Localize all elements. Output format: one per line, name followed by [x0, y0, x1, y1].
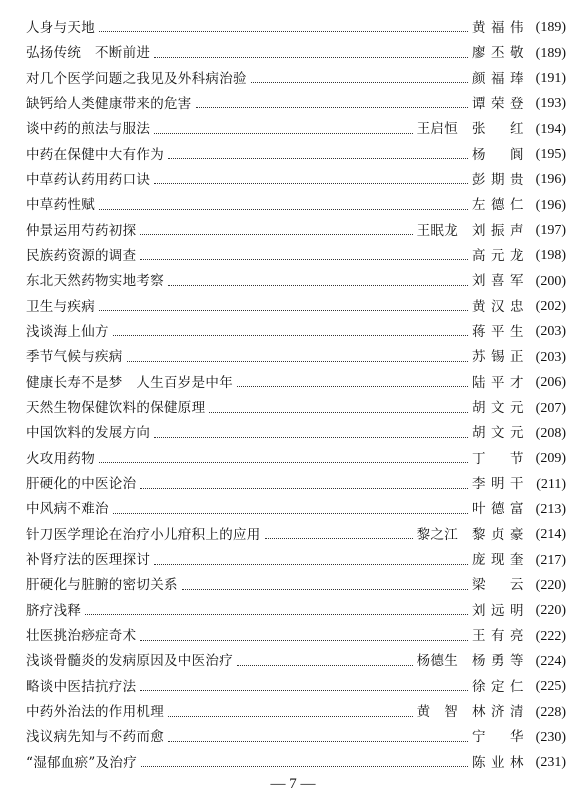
- toc-entry: [26, 542, 566, 567]
- entry-title: 针刀医学理论在治疗小儿疳积上的应用: [26, 526, 261, 543]
- entry-page: (225): [535, 679, 566, 695]
- toc-entry: [26, 390, 566, 415]
- entry-title: 民族药资源的调查: [26, 247, 137, 264]
- toc-entry: [26, 416, 566, 441]
- dot-leader: [99, 310, 468, 311]
- entry-page: (217): [535, 552, 566, 568]
- entry-title: 缺钙给人类健康带来的危害: [26, 95, 192, 112]
- entry-title: 肝硬化的中医论治: [26, 476, 137, 493]
- entry-coauthor: 黎之江: [416, 526, 458, 543]
- entry-title: 脐疗浅释: [26, 602, 82, 619]
- dot-leader: [99, 31, 468, 32]
- entry-author: 杨勇等: [472, 653, 524, 670]
- dot-leader: [168, 285, 468, 286]
- entry-coauthor: 杨德生: [416, 653, 458, 670]
- dot-leader: [99, 462, 468, 463]
- dot-leader: [140, 488, 468, 489]
- dot-leader: [237, 665, 413, 666]
- toc-entry: [26, 517, 566, 542]
- toc-entry: [26, 61, 566, 86]
- toc-entry: [26, 365, 566, 390]
- entry-title: 中草药认药用药口诀: [26, 171, 151, 188]
- entry-page: (230): [535, 729, 566, 745]
- dot-leader: [209, 412, 468, 413]
- entry-page: (193): [535, 96, 566, 112]
- toc-entry: [26, 86, 566, 111]
- entry-page: (203): [535, 349, 566, 365]
- dot-leader: [127, 361, 468, 362]
- entry-page: (211): [536, 476, 566, 492]
- entry-page: (191): [535, 71, 566, 87]
- entry-author: 陆平才: [472, 374, 524, 391]
- entry-title: 谈中药的煎法与服法: [26, 121, 151, 138]
- page-number: — 7 —: [270, 776, 316, 792]
- entry-title: 中药外治法的作用机理: [26, 704, 164, 721]
- toc-entry: [26, 694, 566, 719]
- entry-title: “湿郁血瘀”及治疗: [26, 754, 138, 771]
- entry-page: (207): [535, 400, 566, 416]
- dot-leader: [99, 209, 468, 210]
- entry-author: 胡文元: [472, 425, 524, 442]
- entry-title: 仲景运用芍药初探: [26, 222, 137, 239]
- entry-title: 东北天然药物实地考察: [26, 273, 164, 290]
- entry-author: 胡文元: [472, 400, 524, 416]
- toc-entry: [26, 35, 566, 60]
- entry-author: 左德仁: [472, 197, 524, 214]
- entry-author: 刘喜军: [472, 273, 524, 290]
- entry-coauthor: 王启恒: [416, 121, 458, 138]
- entry-author: 黎贞豪: [472, 526, 524, 543]
- toc-entry: [26, 289, 566, 314]
- entry-page: (197): [535, 223, 566, 239]
- entry-author: 徐定仁: [472, 678, 524, 695]
- dot-leader: [182, 589, 468, 590]
- entry-author: 李明干: [472, 476, 524, 493]
- entry-page: (195): [535, 147, 566, 163]
- toc-entry: [26, 618, 566, 643]
- dot-leader: [154, 133, 412, 134]
- entry-page: (220): [535, 577, 566, 593]
- entry-page: (202): [535, 299, 566, 315]
- entry-title: 肝硬化与脏腑的密切关系: [26, 577, 178, 594]
- toc-entry: [26, 593, 566, 618]
- entry-author: 高元龙: [472, 247, 524, 264]
- dot-leader: [113, 513, 468, 514]
- entry-title: 人身与天地: [26, 19, 95, 36]
- entry-title: 浅议病先知与不药而愈: [26, 729, 164, 746]
- entry-title: 浅谈海上仙方: [26, 323, 109, 340]
- entry-author: 颜福琫: [472, 70, 524, 87]
- dot-leader: [237, 386, 468, 387]
- entry-author: 王有亮: [472, 628, 524, 645]
- entry-page: (198): [535, 248, 566, 264]
- entry-title: 浅谈骨髓炎的发病原因及中医治疗: [26, 653, 233, 670]
- toc-entry: [26, 441, 566, 466]
- toc-entry: [26, 162, 566, 187]
- entry-author: 张 红: [472, 121, 524, 138]
- entry-author: 刘振声: [472, 222, 524, 239]
- entry-page: (196): [535, 172, 566, 188]
- toc-entry: [26, 669, 566, 694]
- entry-title: 季节气候与疾病: [26, 349, 123, 366]
- entry-title: 略谈中医拮抗疗法: [26, 678, 137, 695]
- entry-page: (213): [535, 501, 566, 517]
- toc-entry: [26, 720, 566, 745]
- dot-leader: [141, 766, 468, 767]
- entry-author: 丁 节: [472, 450, 524, 467]
- entry-page: (203): [535, 324, 566, 340]
- dot-leader: [168, 158, 468, 159]
- entry-page: (214): [535, 527, 566, 543]
- toc-entry: [26, 745, 566, 770]
- entry-author: 杨 阆: [472, 146, 524, 163]
- dot-leader: [113, 335, 468, 336]
- entry-coauthor: 黄 智: [416, 704, 458, 721]
- toc-entry: [26, 263, 566, 288]
- entry-page: (196): [535, 197, 566, 213]
- entry-page: (200): [535, 273, 566, 289]
- toc-entry: [26, 466, 566, 491]
- dot-leader: [85, 614, 468, 615]
- toc-entry: [26, 492, 566, 517]
- entry-page: (220): [535, 603, 566, 619]
- toc-entry: [26, 644, 566, 669]
- toc-entry: [26, 238, 566, 263]
- entry-title: 壮医挑治痧症奇术: [26, 628, 137, 645]
- toc-entry: [26, 568, 566, 593]
- entry-author: 谭荣登: [472, 95, 524, 112]
- dot-leader: [196, 107, 468, 108]
- entry-author: 梁 云: [472, 577, 524, 594]
- entry-page: (224): [535, 653, 566, 669]
- entry-title: 健康长寿不是梦 人生百岁是中年: [26, 374, 233, 391]
- toc-entry: [26, 111, 566, 136]
- toc-entry: [26, 137, 566, 162]
- entry-author: 叶德富: [472, 501, 524, 518]
- entry-title: 中草药性赋: [26, 197, 95, 214]
- entry-coauthor: 王眠龙: [416, 222, 458, 239]
- dot-leader: [154, 437, 468, 438]
- toc-entry: [26, 10, 566, 35]
- entry-author: 庞现奎: [472, 552, 524, 569]
- dot-leader: [265, 538, 413, 539]
- entry-author: 彭期贵: [472, 171, 524, 188]
- dot-leader: [140, 690, 468, 691]
- dot-leader: [154, 564, 468, 565]
- table-of-contents: [26, 10, 566, 770]
- toc-entry: [26, 314, 566, 339]
- entry-title: 中药在保健中大有作为: [26, 146, 164, 163]
- entry-page: (206): [535, 375, 566, 391]
- entry-title: 弘扬传统 不断前进: [26, 45, 151, 62]
- entry-title: 天然生物保健饮料的保健原理: [26, 400, 206, 416]
- entry-page: (222): [535, 628, 566, 644]
- entry-title: 对几个医学问题之我见及外科病治验: [26, 70, 247, 87]
- toc-entry: [26, 213, 566, 238]
- dot-leader: [140, 259, 468, 260]
- entry-page: (189): [535, 20, 566, 36]
- entry-author: 林济清: [472, 704, 524, 721]
- dot-leader: [251, 82, 468, 83]
- entry-title: 中国饮料的发展方向: [26, 425, 151, 442]
- dot-leader: [168, 741, 468, 742]
- entry-page: (208): [535, 425, 566, 441]
- entry-title: 中风病不难治: [26, 501, 109, 518]
- toc-entry: [26, 339, 566, 364]
- dot-leader: [168, 716, 413, 717]
- entry-author: 黄福伟: [472, 19, 524, 36]
- entry-author: 苏锡正: [472, 349, 524, 366]
- entry-author: 宁 华: [472, 729, 524, 746]
- entry-title: 卫生与疾病: [26, 298, 95, 315]
- dot-leader: [140, 234, 412, 235]
- entry-page: (194): [535, 121, 566, 137]
- entry-page: (231): [535, 755, 566, 771]
- entry-author: 黄汉忠: [472, 298, 524, 315]
- entry-page: (189): [535, 45, 566, 61]
- entry-page: (209): [535, 451, 566, 467]
- entry-author: 蒋平生: [472, 323, 524, 340]
- dot-leader: [154, 183, 468, 184]
- toc-entry: [26, 187, 566, 212]
- entry-author: 刘远明: [472, 602, 524, 619]
- entry-title: 火攻用药物: [26, 450, 95, 467]
- dot-leader: [154, 57, 468, 58]
- entry-author: 廖丕敬: [472, 45, 524, 62]
- entry-title: 补肾疗法的医理探讨: [26, 552, 151, 569]
- entry-author: 陈业林: [472, 754, 524, 771]
- dot-leader: [140, 640, 468, 641]
- entry-page: (228): [535, 704, 566, 720]
